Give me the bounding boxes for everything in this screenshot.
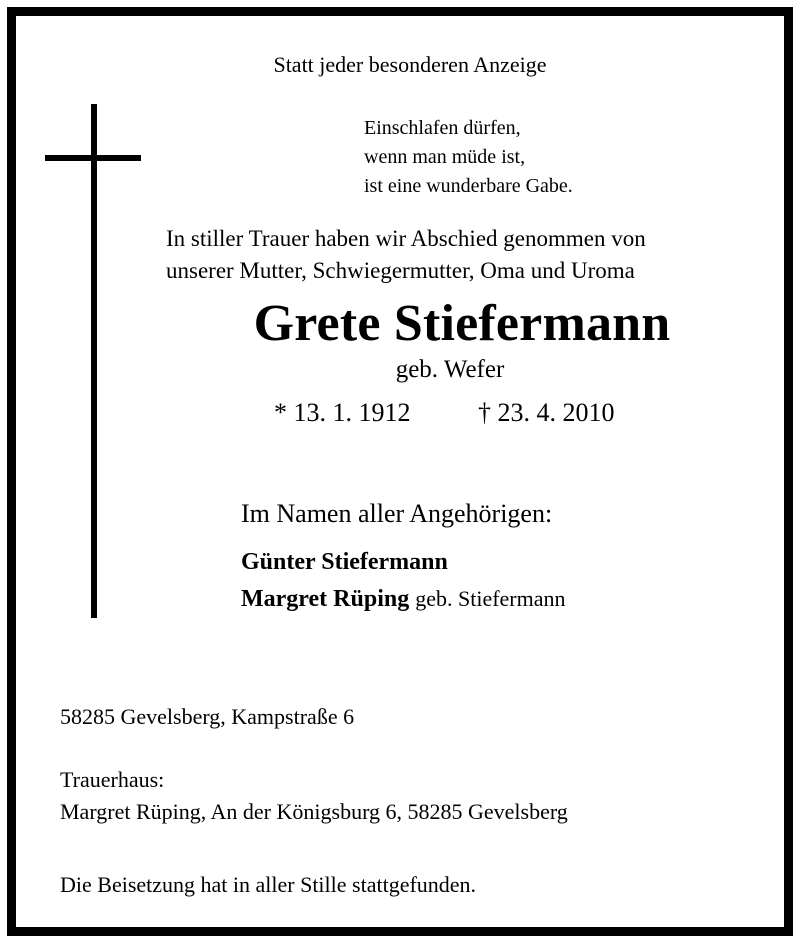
mourner-name: Günter Stiefermann bbox=[241, 549, 448, 575]
house-label: Trauerhaus: bbox=[60, 767, 165, 792]
closing-text: Die Beisetzung hat in aller Stille stattgefunden. bbox=[60, 872, 477, 897]
deceased-name: Grete Stiefermann bbox=[253, 295, 671, 352]
cross-horizontal-bar bbox=[45, 155, 141, 161]
notice-header: Statt jeder besonderen Anzeige bbox=[273, 52, 547, 77]
mourner-entry bbox=[241, 550, 448, 574]
mourner-note: geb. Stiefermann bbox=[415, 586, 566, 611]
house-address: Margret Rüping, An der Königsburg 6, 58285 Gevelsberg bbox=[60, 799, 568, 824]
poem-line: Einschlafen dürfen, bbox=[364, 117, 521, 139]
poem-line: ist eine wunderbare Gabe. bbox=[364, 175, 573, 197]
relatives-heading: Im Namen aller Angehörigen: bbox=[241, 499, 553, 528]
mourner-entry bbox=[241, 587, 566, 611]
birth-date: * 13. 1. 1912 bbox=[274, 398, 411, 427]
mourner-name: Margret Rüping bbox=[241, 586, 410, 612]
intro-line: unserer Mutter, Schwiegermutter, Oma und Uroma bbox=[166, 258, 635, 283]
maiden-name: geb. Wefer bbox=[395, 356, 505, 383]
death-date: † 23. 4. 2010 bbox=[478, 398, 615, 427]
intro-line: In stiller Trauer haben wir Abschied genommen von bbox=[166, 226, 646, 251]
address: 58285 Gevelsberg, Kampstraße 6 bbox=[60, 704, 355, 729]
poem-line: wenn man müde ist, bbox=[364, 146, 526, 168]
